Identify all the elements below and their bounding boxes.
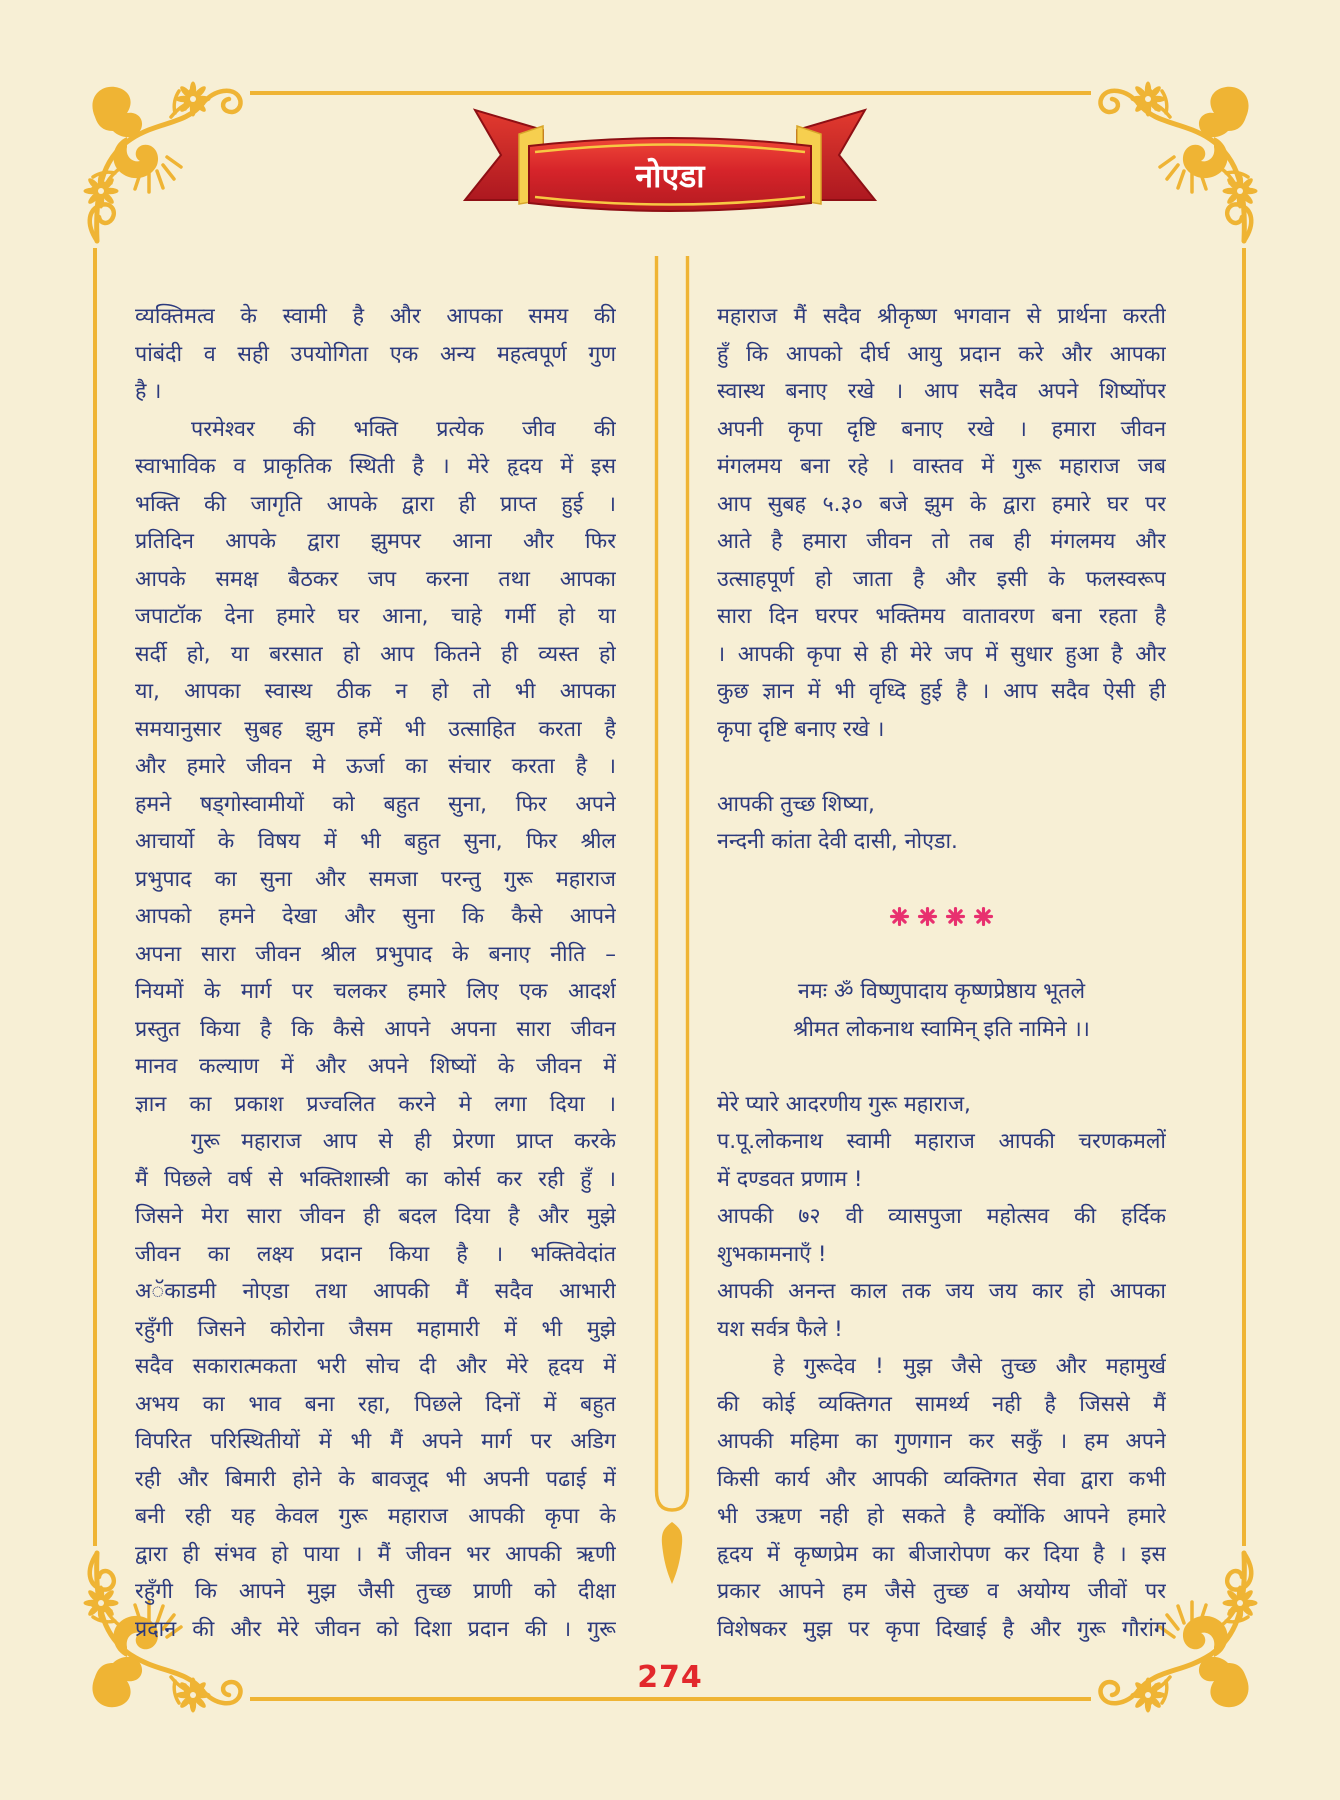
text-line: और हमारे जीवन मे ऊर्जा का संचार करता है ।: [135, 754, 616, 779]
text-line: आचार्यो के विषय में भी बहुत सुना, फिर श्रील: [135, 829, 616, 854]
text-line: हमने षड्गोस्वामीयों को बहुत सुना, फिर अपने: [135, 791, 616, 817]
text-line: की कोई व्यक्तिगत सामर्थ्य नही है जिससे मैं: [717, 1391, 1166, 1417]
corner-flourish-icon: [75, 73, 250, 248]
banner-title: नोएडा: [635, 157, 705, 195]
text-line: । आपकी कृपा से ही मेरे जप में सुधार हुआ है और: [717, 641, 1166, 667]
flower-asterisk-icon: [889, 906, 910, 927]
text-line: प्रकार आपने हम जैसे तुच्छ व अयोग्य जीवों पर: [717, 1579, 1166, 1604]
text-line: शुभकामनाएँ !: [717, 1241, 827, 1267]
text-line: भी उऋण नही हो सकते है क्योंकि आपने हमारे: [717, 1504, 1166, 1529]
text-line: अपना सारा जीवन श्रील प्रभुपाद के बनाए नीति –: [135, 941, 616, 967]
text-line: कुछ ज्ञान में भी वृध्दि हुई है । आप सदैव ऐसी ही: [717, 679, 1166, 704]
page-number: 274: [637, 1660, 703, 1695]
text-line: प्रभुपाद का सुना और समजा परन्तु गुरू महाराज: [135, 866, 616, 892]
text-line: विशेषकर मुझ पर कृपा दिखाई है और गुरू गौरांग: [717, 1616, 1166, 1642]
text-line: बनी रही यह केवल गुरू महाराज आपकी कृपा के: [135, 1504, 616, 1529]
left-column-text: [135, 298, 616, 1648]
column-divider-pen-icon: [651, 256, 693, 1590]
flower-asterisk-icon: [945, 906, 966, 927]
text-line: [717, 1048, 1166, 1086]
text-line: हृदय में कृष्णप्रेम का बीजारोपण कर दिया है । इस: [717, 1541, 1166, 1567]
text-line: अॅकाडमी नोएडा तथा आपकी मैं सदैव आभारी: [135, 1279, 616, 1304]
text-line: सारा दिन घरपर भक्तिमय वातावरण बना रहता है: [717, 604, 1166, 629]
ribbon-banner: [455, 100, 885, 230]
text-line: आपको हमने देखा और सुना कि कैसे आपने: [135, 904, 616, 929]
text-line: स्वास्थ बनाए रखे । आप सदैव अपने शिष्योंपर: [717, 379, 1166, 404]
text-line: आपकी अनन्त काल तक जय जय कार हो आपका: [717, 1279, 1166, 1304]
text-line: मंगलमय बना रहे । वास्तव में गुरू महाराज जब: [717, 454, 1166, 479]
text-line: नियमों के मार्ग पर चलकर हमारे लिए एक आदर्श: [135, 979, 616, 1004]
text-line: यश सर्वत्र फैले !: [717, 1316, 843, 1342]
text-line: रहुँगी कि आपने मुझ जैसी तुच्छ प्राणी को दीक्षा: [135, 1579, 616, 1604]
text-line: कृपा दृष्टि बनाए रखे ।: [717, 716, 885, 742]
text-line: जपाटॉक देना हमारे घर आना, चाहे गर्मी हो या: [135, 604, 616, 629]
text-line: सदैव सकारात्मकता भरी सोच दी और मेरे हृदय में: [135, 1354, 616, 1379]
separator-stars: [717, 898, 1166, 936]
text-line: हुँ कि आपको दीर्घ आयु प्रदान करे और आपका: [717, 341, 1166, 367]
flower-asterisk-icon: [973, 906, 994, 927]
corner-flourish-icon: [1091, 73, 1266, 248]
text-line: श्रीमत लोकनाथ स्वामिन् इति नामिने ।।: [793, 1016, 1090, 1042]
text-line: विपरित परिस्थितीयों में भी मैं अपने मार्ग पर अडिग: [135, 1429, 616, 1454]
text-line: हे गुरूदेव ! मुझ जैसे तुच्छ और महामुर्ख: [773, 1354, 1166, 1379]
text-line: [717, 748, 1166, 786]
text-line: महाराज मैं सदैव श्रीकृष्ण भगवान से प्रार्थना करती: [717, 304, 1166, 329]
text-line: है ।: [135, 379, 162, 404]
text-line: उत्साहपूर्ण हो जाता है और इसी के फलस्वरूप: [717, 566, 1166, 592]
text-line: मानव कल्याण में और अपने शिष्यों के जीवन में: [135, 1054, 616, 1079]
text-line: अपनी कृपा दृष्टि बनाए रखे । हमारा जीवन: [717, 416, 1166, 442]
text-line: समयानुसार सुबह झुम हमें भी उत्साहित करता है: [135, 716, 616, 742]
text-line: ज्ञान का प्रकाश प्रज्वलित करने मे लगा दिया ।: [135, 1091, 616, 1117]
text-line: अभय का भाव बना रहा, पिछले दिनों में बहुत: [135, 1391, 616, 1417]
text-line: द्वारा ही संभव हो पाया । मैं जीवन भर आपकी ऋणी: [135, 1541, 616, 1567]
text-line: में दण्डवत प्रणाम !: [717, 1166, 863, 1192]
text-line: प.पू.लोकनाथ स्वामी महाराज आपकी चरणकमलों: [717, 1129, 1166, 1154]
text-line: व्यक्तिमत्व के स्वामी है और आपका समय की: [135, 304, 616, 329]
text-line: प्रदान की और मेरे जीवन को दिशा प्रदान की । गुरू: [135, 1616, 616, 1642]
text-line: रहुँगी जिसने कोरोना जैसम महामारी में भी मुझे: [135, 1316, 616, 1342]
text-line: पांबंदी व सही उपयोगिता एक अन्य महत्वपूर्ण गुण: [135, 341, 616, 367]
text-line: [717, 936, 1166, 974]
text-line: आपकी तुच्छ शिष्या,: [717, 791, 875, 817]
text-line: आपके समक्ष बैठकर जप करना तथा आपका: [135, 566, 616, 592]
text-line: या, आपका स्वास्थ ठीक न हो तो भी आपका: [135, 679, 616, 704]
text-line: [717, 861, 1166, 899]
right-column-text: [717, 298, 1166, 1648]
text-line: मैं पिछले वर्ष से भक्तिशास्त्री का कोर्स कर रही हुँ ।: [135, 1166, 616, 1192]
text-line: आप सुबह ५.३० बजे झुम के द्वारा हमारे घर पर: [717, 491, 1166, 517]
flower-asterisk-icon: [917, 906, 938, 927]
text-line: नन्दनी कांता देवी दासी, नोएडा.: [717, 829, 958, 854]
text-line: जीवन का लक्ष्य प्रदान किया है । भक्तिवेदांत: [135, 1241, 616, 1267]
text-line: जिसने मेरा सारा जीवन ही बदल दिया है और मुझे: [135, 1204, 616, 1229]
text-line: रही और बिमारी होने के बावजूद भी अपनी पढाई में: [135, 1466, 616, 1492]
text-line: आपकी ७२ वी व्यासपुजा महोत्सव की हर्दिक: [717, 1204, 1166, 1229]
text-line: मेरे प्यारे आदरणीय गुरू महाराज,: [717, 1091, 971, 1117]
text-line: सर्दी हो, या बरसात हो आप कितने ही व्यस्त हो: [135, 641, 616, 667]
text-line: प्रतिदिन आपके द्वारा झुमपर आना और फिर: [135, 529, 616, 554]
text-line: आते है हमारा जीवन तो तब ही मंगलमय और: [717, 529, 1166, 554]
text-line: गुरू महाराज आप से ही प्रेरणा प्राप्त करके: [191, 1129, 616, 1154]
text-line: भक्ति की जागृति आपके द्वारा ही प्राप्त हुई ।: [135, 491, 616, 517]
text-line: परमेश्वर की भक्ति प्रत्येक जीव की: [191, 416, 616, 442]
text-line: किसी कार्य और आपकी व्यक्तिगत सेवा द्वारा कभी: [717, 1466, 1166, 1492]
text-line: स्वाभाविक व प्राकृतिक स्थिती है । मेरे हृदय में इस: [135, 454, 616, 479]
text-line: आपकी महिमा का गुणगान कर सकुँ । हम अपने: [717, 1429, 1166, 1454]
text-line: नमः ॐ विष्णुपादाय कृष्णप्रेष्ठाय भूतले: [797, 979, 1086, 1004]
text-line: प्रस्तुत किया है कि कैसे आपने अपना सारा जीवन: [135, 1016, 616, 1042]
